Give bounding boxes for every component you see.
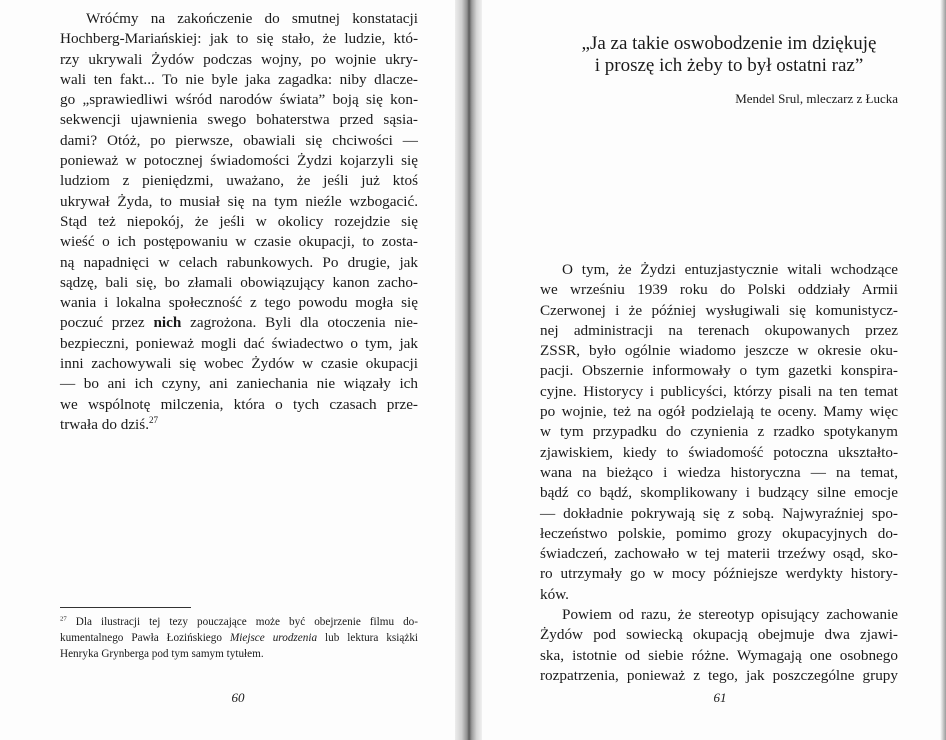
text-line: dami? Otóż, po pierwsze, obawiali się chciwości — [60,131,418,149]
text-fragment: poczuć przez [60,314,145,332]
text-line: Żydów pod sowiecką okupacją obejmuje dwa zjawi- [540,626,898,644]
text-line: inni zachowywali się wobec Żydów w czasie okupacji [60,355,418,373]
epigraph-line: i proszę ich żeby to był ostatni raz” [594,54,864,76]
text-line: ną napadnięci w celach rabunkowych. Po drugie, jak [60,253,418,271]
text-line: bądź co bądź, skomplikowany i budzący silne emocje [540,484,898,502]
epigraph-quote [559,33,899,76]
page-number-left: 60 [231,690,245,705]
text-line: w tym przypadku do czynienia z rzadko spotykanym [540,423,898,441]
text-line: — dokładnie pokrywają się z sobą. Najwyraźniej spo- [540,504,898,522]
text-line: — bo ani ich czyny, ani zaniechania nie wiązały ich [60,375,418,393]
footnote-text-end: lub lektura książki Henryka Grynberga pod tym samym tytułem. [60,632,419,660]
text-line: łeczeństwo polskie, pomimo grozy okupacyjnych do- [540,524,898,542]
text-fragment: zagrożona. Byli dla otoczenia nie- [190,314,418,332]
text-line: wali ten fakt... To nie byle jaka zagadka: niby dlacze- [60,70,418,88]
text-line: ZSSR, było ogólnie wiadomo jeszcze w okresie oku- [540,342,898,360]
text-line: sekwencji ujawnienia swego bohaterstwa przed sąsia- [60,111,418,129]
right-page [482,0,946,740]
text-line: O tym, że Żydzi entuzjastycznie witali wchodzące [562,261,898,278]
left-page [0,0,455,740]
text-line: Powiem od razu, że stereotyp opisujący zachowanie [562,606,898,624]
left-page-body [60,9,418,435]
text-line: ludziom z pieniędzmi, uważano, że jeśli już ktoś [60,172,418,190]
scan-edge [940,0,946,740]
text-line: bezpieczni, ponieważ mogli dać świadectwo o tym, jak [60,334,418,352]
footnote-divider [60,607,191,608]
footnote-text: Dla ilustracji tej tezy pouczające może być obejrzenie filmu do-kumentalnego Pawła Łozińskiego [60,616,419,644]
right-page-body [540,260,898,686]
footnote-film-title: Miejsce urodzenia [229,632,318,644]
text-line: rozpatrzenia, ponieważ z tego, jak poszczególne grupy [540,666,898,684]
text-line: po wojnie, też na ogół podzielają te oceny. Mamy więc [540,403,898,421]
text-fragment: trwała do dziś. [60,415,149,433]
text-line: ukrywał Żyda, to musiał się na tym nieźle wzbogacić. [60,192,418,210]
epigraph-line: „Ja za takie oswobodzenie im dziękuję [581,33,877,54]
text-line: wana na bieżąco i wiedza historyczna — na temat, [540,463,898,481]
text-line: Hochberg-Mariańskiej: jak to się stało, że ludzie, któ- [60,30,418,48]
text-line: rzy ukrywali Żydów podczas wojny, po wojnie ukry- [60,50,418,68]
paragraph-2 [540,605,898,686]
text-line: ska, istotnie od siebie różne. Wymagają one osobnego [540,646,898,664]
book-gutter [455,0,482,740]
text-line: ponieważ w potocznej świadomości Żydzi kojarzyli się [60,152,418,170]
text-line-with-emphasis [60,313,418,333]
text-line: wieść o ich postępowaniu w czasie okupacji, to zosta- [60,233,418,251]
text-line: cyjne. Historycy i publicyści, którzy pisali na ten temat [540,382,898,400]
text-line: ków. [540,585,569,603]
text-line: Stąd też niepokój, że jeśli w okolicy rozejdzie się [60,212,418,230]
footnote-reference: 27 [149,414,159,425]
text-line: we wspólnotę milczenia, która o tych czasach prze- [60,395,418,413]
text-line: pacji. Obszernie informowały o tym gazetki konspira- [540,362,898,380]
text-line: nej administracji na terenach okupowanych przez [540,321,898,339]
text-line: go „sprawiedliwi wśród narodów świata” boją się kon- [60,91,418,109]
emphasized-word: nich [153,314,182,332]
text-line-last [60,415,418,435]
paragraph-1 [540,260,898,605]
epigraph-attribution: Mendel Srul, mleczarz z Łucka [735,91,898,106]
footnote [60,614,418,662]
text-line: zjawiskiem, kiedy to świadomość potoczna ukształto- [540,443,898,461]
text-line: Czerwonej i że później wysługiwali się komunistycz- [540,301,898,319]
text-line: Wróćmy na zakończenie do smutnej konstatacji [86,10,418,27]
page-number-right: 61 [713,690,727,705]
text-line: we wrześniu 1939 roku do Polski oddziały Armii [540,281,898,299]
text-line: sądzę, bali się, bo złamali obowiązujący kanon zacho- [60,273,418,291]
left-paragraph [60,9,418,435]
text-line: wania i lokalna społeczność z tego powodu mogła się [60,294,418,312]
text-line: świadczeń, zachowało w tej materii trzeźwy osąd, sko- [540,545,898,563]
footnote-marker: 27 [60,615,67,623]
text-line: ro utrzymały go w mocy późniejsze werdykty history- [540,565,898,583]
